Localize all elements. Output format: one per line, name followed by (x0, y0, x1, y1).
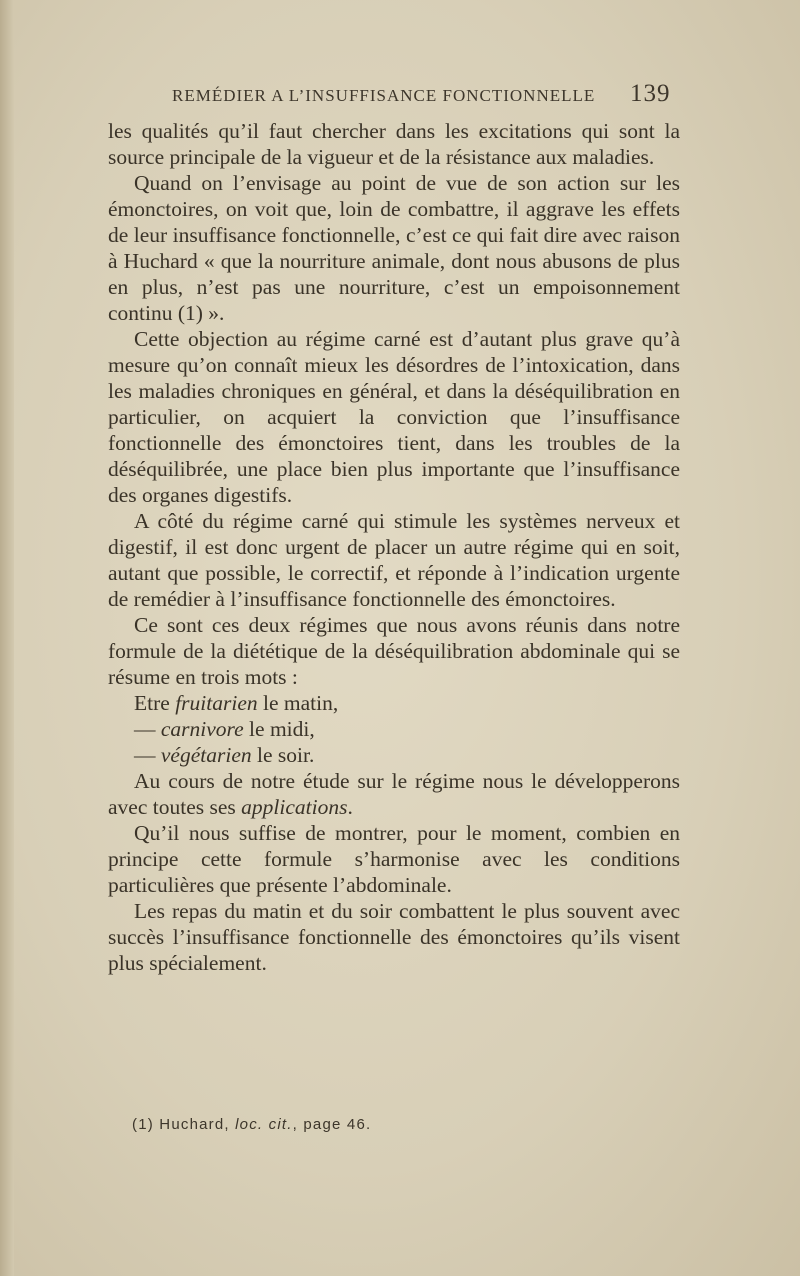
page-gutter-edge (0, 0, 14, 1276)
paragraph: Ce sont ces deux régimes que nous avons réunis dans notre formule de la diététique de la déséquilibration abdominale qui se résume en trois mots : (108, 613, 680, 689)
footnote: (1) Huchard, loc. cit., page 46. (132, 1116, 372, 1133)
paragraph: Cette objection au régime carné est d’autant plus grave qu’à mesure qu’on connaît mieux les désordres de l’intoxication, dans les maladies chroniques en général, et dans la déséquilibration en particulier, on acquiert la conviction que l’insuffisance fonctionnelle des émonctoires tient, dans les troubles de la déséquilibrée, une place bien plus importante que l’insuffisance des organes digestifs. (108, 327, 680, 507)
paragraph: Au cours de notre étude sur le régime nous le développerons avec toutes ses applications. (108, 769, 680, 819)
paragraph: Les repas du matin et du soir combattent le plus souvent avec succès l’insuffisance fonctionnelle des émonctoires qu’ils visent plus spécialement. (108, 899, 680, 975)
paragraph: Quand on l’envisage au point de vue de son action sur les émonctoires, on voit que, loin de combattre, il aggrave les effets de leur insuffisance fonctionnelle, c’est ce qui fait dire avec raison à Huchard « que la nourriture animale, dont nous abusons de plus en plus, n’est pas une nourriture, c’est un empoisonnement continu (1) ». (108, 171, 680, 325)
paragraph: Qu’il nous suffise de montrer, pour le moment, combien en principe cette formule s’harmonise avec les conditions particulières que présente l’abdominale. (108, 821, 680, 897)
paragraph: A côté du régime carné qui stimule les systèmes nerveux et digestif, il est donc urgent de placer un autre régime qui en soit, autant que possible, le correctif, et réponde à l’indication urgente de remédier à l’insuffisance fonctionnelle des émonctoires. (108, 509, 680, 611)
formula-line: — carnivore le midi, (134, 717, 315, 741)
formula-line: Etre fruitarien le matin, (134, 691, 339, 715)
running-head: REMÉDIER A L’INSUFFISANCE FONCTIONNELLE (172, 86, 596, 105)
diet-formula (108, 690, 680, 768)
formula-line: — végétarien le soir. (134, 743, 315, 767)
page-number: 139 (630, 80, 671, 107)
body-text (108, 118, 680, 976)
paragraph-continuation: les qualités qu’il faut chercher dans les excitations qui sont la source principale de la vigueur et de la résistance aux maladies. (108, 119, 680, 169)
